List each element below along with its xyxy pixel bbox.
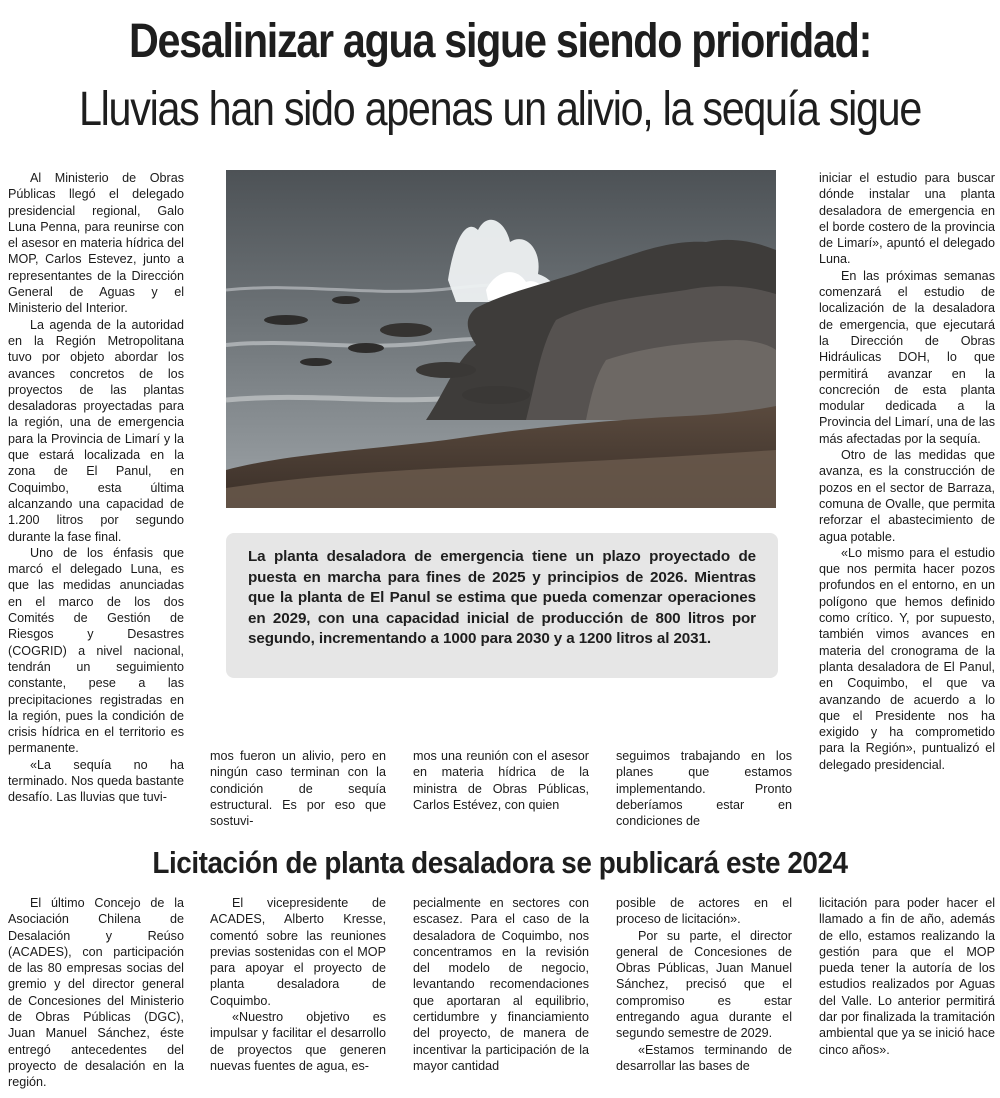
article-paragraph: El último Concejo de la Asociación Chilena de Desalación y Reúso (ACADES), con participación de las 80 empresas socias del gremio y del director general de Concesiones del Ministerio de Obras Públicas (DGC), Juan Manuel Sánchez, éste entregó antecedentes del proyecto de desalación en la región. [8,896,184,1090]
article-paragraph: licitación para poder hacer el llamado a fin de año, además de ello, estamos realizando la gestión para que el MOP pueda tener la autoría de los estudios realizados por Aguas del Valle. Lo anterior permitirá dar por finalizada la tramitación ambiental que ya se inició hace cinco años». [819,896,995,1057]
article-paragraph: Al Ministerio de Obras Públicas llegó el delegado presidencial regional, Galo Luna Penna, para reunirse con el asesor en materia hídrica del MOP, Carlos Estevez, junto a representantes de la Dirección General de Aguas y el Ministerio del Interior. [8,171,184,316]
callout-box [226,533,778,678]
article-column-3 [413,748,589,818]
section2-column-1 [8,895,184,1095]
callout-text: La planta desaladora de emergencia tiene un plazo proyectado de puesta en marcha para fines de 2025 y principios de 2026. Mientras que la planta de El Panul se estima que pueda comenzar operaciones en 2029, con una capacidad inicial de producción de 800 litros por segundo, incrementando a 1000 para 2030 y a 1200 litros al 2031. [248,548,756,648]
headline-main: Desalinizar agua sigue siendo prioridad: [128,15,872,68]
article-paragraph: seguimos trabajando en los planes que estamos implementando. Pronto deberíamos estar en condiciones de [616,749,792,829]
article-column-4 [616,748,792,829]
article-column-5 [819,170,995,820]
article-paragraph: «Estamos terminando de desarrollar las bases de [616,1042,792,1073]
article-paragraph: mos fueron un alivio, pero en ningún caso terminan con la condición de sequía estructural. Es por eso que sostuvi- [210,749,386,829]
headline-subtitle: Lluvias han sido apenas un alivio, la sequía sigue [79,83,921,136]
article-column-1 [8,170,184,842]
article-paragraph: «Lo mismo para el estudio que nos permita hacer pozos profundos en el entorno, en un polígono que hemos definido como crítico. Y, por supuesto, también vimos avances en materia del cronograma de la planta desaladora de El Panul, en Coquimbo, el que va avanzando de acuerdo a lo que el Presidente nos ha exigido y ha comprometido para la Región», puntualizó el delegado presidencial. [819,545,995,772]
section2-column-5 [819,895,995,1095]
article-paragraph: mos una reunión con el asesor en materia hídrica de la ministra de Obras Públicas, Carlos Estévez, con quien [413,749,589,812]
section-title: Licitación de planta desaladora se publicará este 2024 [152,845,848,880]
article-paragraph: Por su parte, el director general de Concesiones de Obras Públicas, Juan Manuel Sánchez, precisó que el compromiso es estar entregando agua durante el segundo semestre de 2029. [616,928,792,1041]
article-paragraph: posible de actores en el proceso de licitación». [616,896,792,927]
section2-column-4 [616,895,792,1095]
article-paragraph: iniciar el estudio para buscar dónde instalar una planta desaladora de emergencia en el borde costero de la provincia de Limarí», apuntó el delegado Luna. [819,171,995,267]
article-paragraph: La agenda de la autoridad en la Región Metropolitana tuvo por objeto abordar los avances concretos de los proyectos de las plantas desaladoras proyectadas para la región, una de emergencia para la Provincia de Limarí y la que estará localizada en la zona de El Panul, en Coquimbo, esta última alcanzando una capacidad de 1.200 litros por segundo durante la fase final. [8,317,184,544]
section2-column-2 [210,895,386,1095]
article-column-2 [210,748,386,829]
article-paragraph: «La sequía no ha terminado. Nos queda bastante desafío. Las lluvias que tuvi- [8,757,184,805]
article-paragraph: Uno de los énfasis que marcó el delegado Luna, es que las medidas anunciadas en el marco de los dos Comités de Gestión de Riesgos y Desastres (COGRID) a nivel nacional, tendrán un seguimiento constante, pese a las precipitaciones registradas en la región, pues la condición de crisis hídrica en el territorio es permanente. [8,545,184,756]
article-paragraph: El vicepresidente de ACADES, Alberto Kresse, comentó sobre las reuniones previas sostenidas con el MOP para apoyar el proyecto de planta desaladora de Coquimbo. [210,896,386,1008]
article-paragraph: Otro de las medidas que avanza, es la construcción de pozos en el sector de Barraza, comuna de Ovalle, que permita reforzar el abastecimiento de agua potable. [819,448,995,544]
coastal-rocks-photo-icon [226,170,776,508]
article-paragraph: pecialmente en sectores con escasez. Para el caso de la desaladora de Coquimbo, nos concentramos en la revisión del modelo de negocio, levantando recomendaciones que aportaran al equilibrio, certidumbre y financiamiento del proyecto, de manera de incentivar la participación de la mayor cantidad [413,896,589,1073]
section2-column-3 [413,895,589,1095]
article-paragraph: «Nuestro objetivo es impulsar y facilitar el desarrollo de proyectos que generen nuevas fuentes de agua, es- [210,1010,386,1073]
article-paragraph: En las próximas semanas comenzará el estudio de localización de la desaladora de emergencia, que ejecutará la Dirección de Obras Hidráulicas DOH, lo que permitirá avanzar en la concreción de esta planta modular dedicada a la Provincia del Limarí, una de las más afectadas por la sequía. [819,268,995,446]
